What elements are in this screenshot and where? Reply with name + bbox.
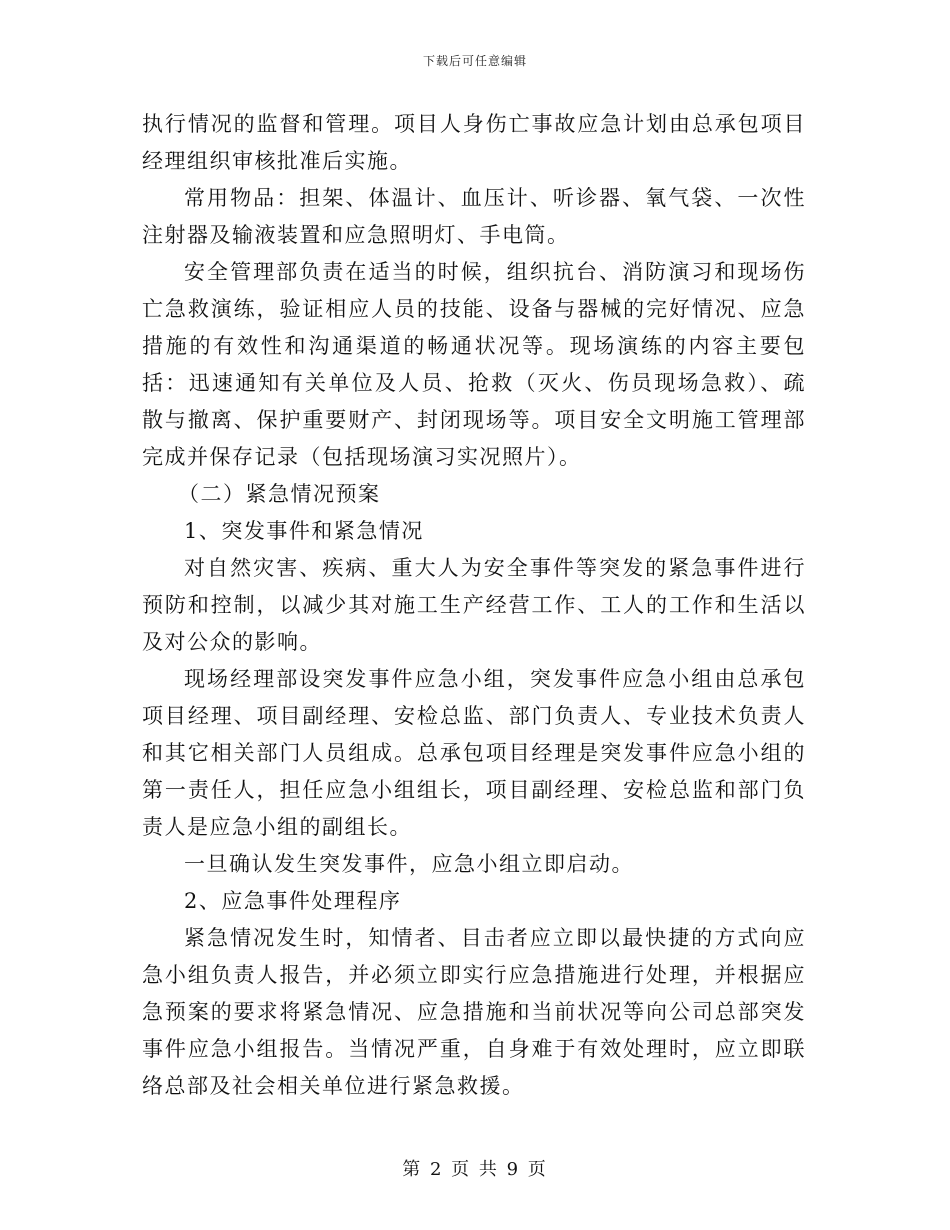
page-number-footer: 第 2 页 共 9 页 — [402, 1159, 548, 1180]
paragraph-common-items: 常用物品：担架、体温计、血压计、听诊器、氧气袋、一次性注射器及输液装置和应急照明灯、手电筒。 — [142, 186, 806, 247]
page-header: 下载后可任意编辑 — [422, 54, 527, 68]
paragraph-procedure: 紧急情况发生时，知情者、目击者应立即以最快捷的方式向应急小组负责人报告，并必须立即实行应急措施进行处理，并根据应急预案的要求将紧急情况、应急措施和当前状况等向公司总部突发事件应急小组报告。当情况严重，自身难于有效处理时，应立即联络总部及社会相关单位进行紧急救援。 — [142, 926, 806, 1098]
paragraph-prevention: 对自然灾害、疾病、重大人为安全事件等突发的紧急事件进行预防和控制，以减少其对施工生产经营工作、工人的工作和生活以及对公众的影响。 — [142, 556, 806, 654]
paragraph-safety-drills: 安全管理部负责在适当的时候，组织抗台、消防演习和现场伤亡急救演练，验证相应人员的技能、设备与器械的完好情况、应急措施的有效性和沟通渠道的畅通状况等。现场演练的内容主要包括：迅速通知有关单位及人员、抢救（灭火、伤员现场急救）、疏散与撤离、保护重要财产、封闭现场等。项目安全文明施工管理部完成并保存记录（包括现场演习实况照片）。 — [142, 260, 806, 469]
paragraph-continuation: 执行情况的监督和管理。项目人身伤亡事故应急计划由总承包项目经理组织审核批准后实施。 — [142, 112, 806, 173]
section-heading-emergency-plan: （二）紧急情况预案 — [178, 482, 381, 506]
subheading-emergencies: 1、突发事件和紧急情况 — [184, 519, 424, 543]
subheading-procedure: 2、应急事件处理程序 — [184, 889, 402, 913]
paragraph-activation: 一旦确认发生突发事件，应急小组立即启动。 — [184, 852, 634, 876]
paragraph-emergency-team: 现场经理部设突发事件应急小组，突发事件应急小组由总承包项目经理、项目副经理、安检总监、部门负责人、专业技术负责人和其它相关部门人员组成。总承包项目经理是突发事件应急小组的第一责任人，担任应急小组组长，项目副经理、安检总监和部门负责人是应急小组的副组长。 — [142, 667, 806, 839]
document-body — [142, 106, 806, 1105]
